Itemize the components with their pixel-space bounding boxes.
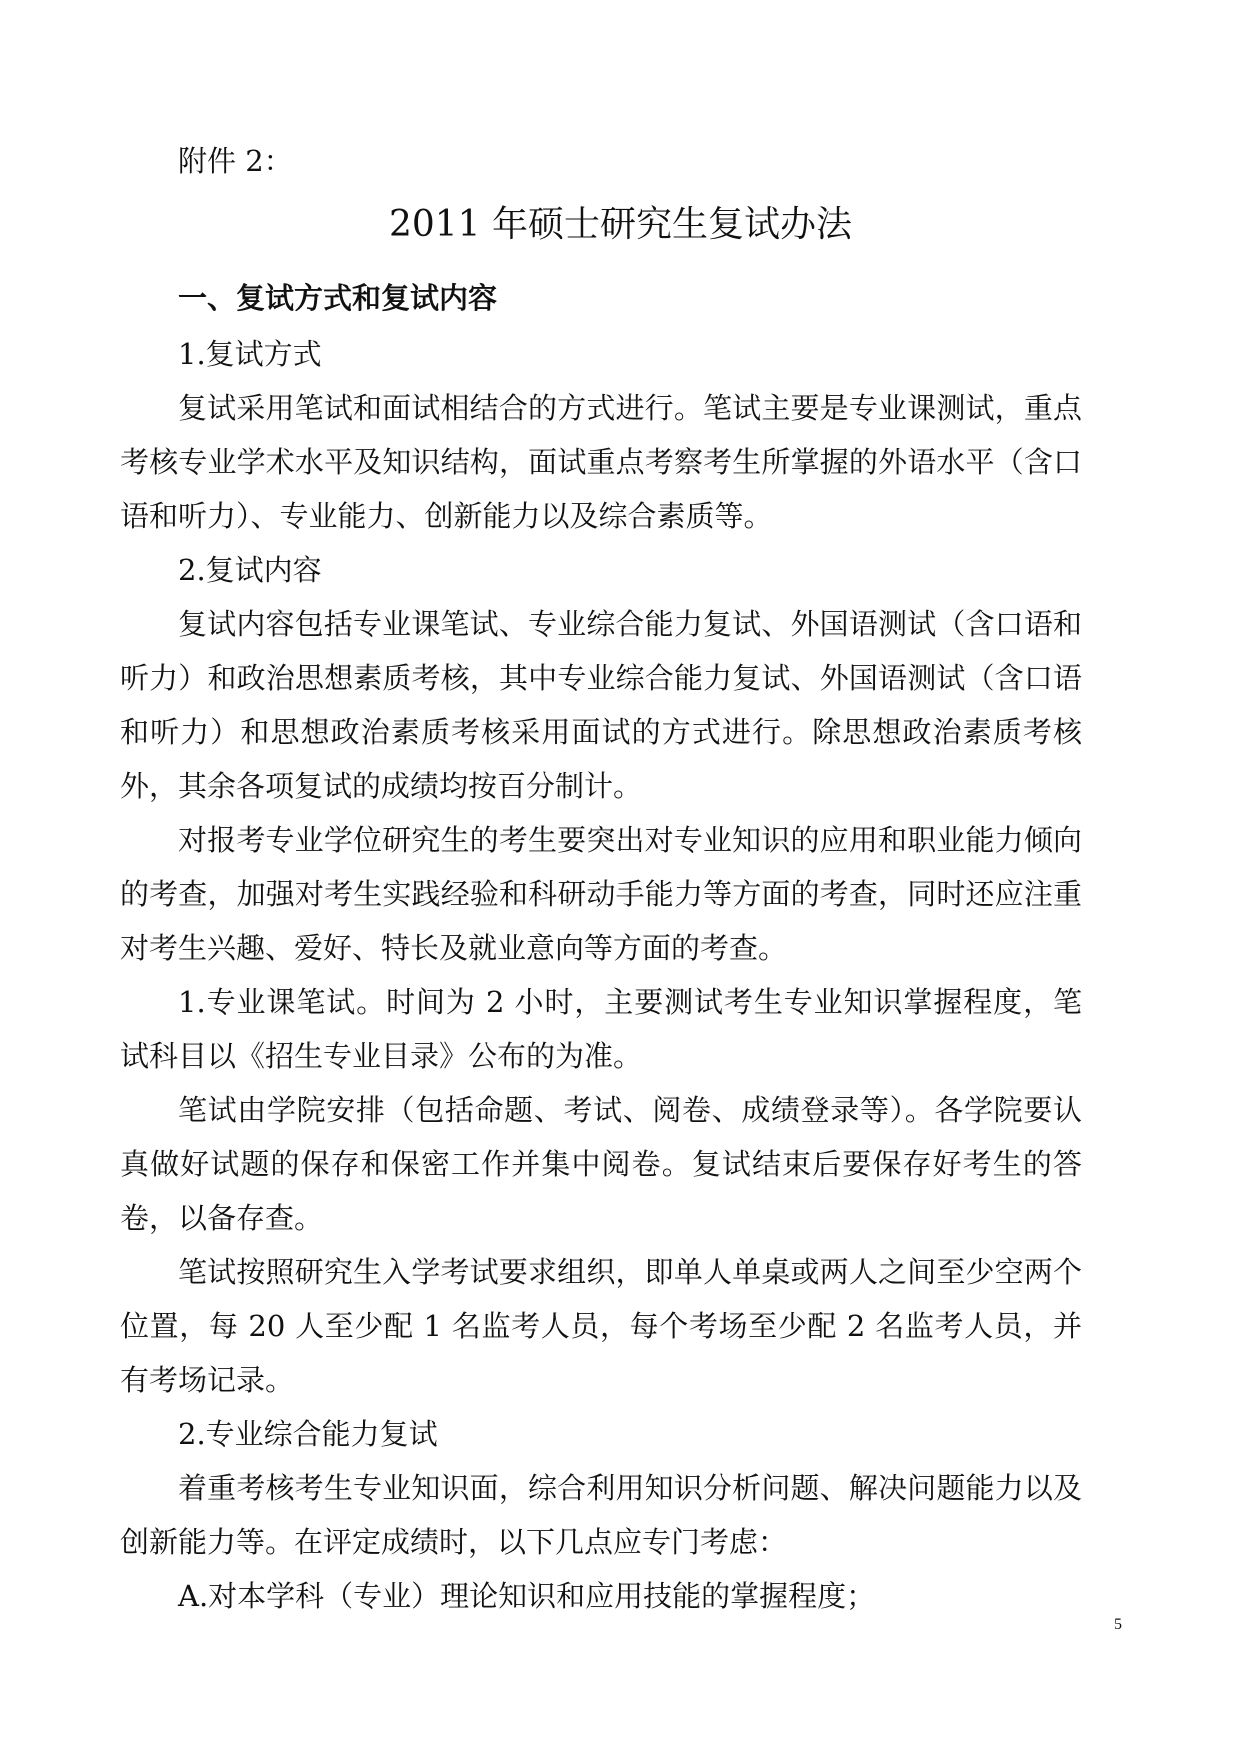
section-heading: 一、复试方式和复试内容 bbox=[178, 281, 498, 315]
paragraph: 对报考专业学位研究生的考生要突出对专业知识的应用和职业能力倾向的考查，加强对考生实践经验和科研动手能力等方面的考查，同时还应注重对考生兴趣、爱好、特长及就业意向等方面的考查。 bbox=[120, 823, 1082, 965]
attachment-label: 附件 2： bbox=[178, 144, 293, 178]
paragraph: A.对本学科（专业）理论知识和应用技能的掌握程度； bbox=[178, 1579, 876, 1613]
paragraph: 复试内容包括专业课笔试、专业综合能力复试、外国语测试（含口语和听力）和政治思想素质考核，其中专业综合能力复试、外国语测试（含口语和听力）和思想政治素质考核采用面试的方式进行。除思想政治素质考核外，其余各项复试的成绩均按百分制计。 bbox=[120, 607, 1082, 803]
paragraph: 笔试按照研究生入学考试要求组织，即单人单桌或两人之间至少空两个位置，每 20 人至少配 1 名监考人员，每个考场至少配 2 名监考人员，并有考场记录。 bbox=[120, 1255, 1082, 1397]
paragraph: 2.专业综合能力复试 bbox=[178, 1417, 438, 1451]
body-text bbox=[120, 327, 1082, 1623]
paragraph: 笔试由学院安排（包括命题、考试、阅卷、成绩登录等）。各学院要认真做好试题的保存和保密工作并集中阅卷。复试结束后要保存好考生的答卷，以备存查。 bbox=[120, 1093, 1082, 1235]
paragraph: 着重考核考生专业知识面，综合利用知识分析问题、解决问题能力以及创新能力等。在评定成绩时，以下几点应专门考虑： bbox=[120, 1471, 1082, 1559]
paragraph: 1.专业课笔试。时间为 2 小时，主要测试考生专业知识掌握程度，笔试科目以《招生专业目录》公布的为准。 bbox=[120, 985, 1082, 1073]
paragraph: 复试采用笔试和面试相结合的方式进行。笔试主要是专业课测试，重点考核专业学术水平及知识结构，面试重点考察考生所掌握的外语水平（含口语和听力）、专业能力、创新能力以及综合素质等。 bbox=[120, 391, 1082, 533]
paragraph: 2.复试内容 bbox=[178, 553, 322, 587]
page-number: 5 bbox=[1114, 1616, 1122, 1633]
document-title: 2011 年硕士研究生复试办法 bbox=[388, 204, 853, 245]
paragraph: 1.复试方式 bbox=[178, 337, 322, 371]
